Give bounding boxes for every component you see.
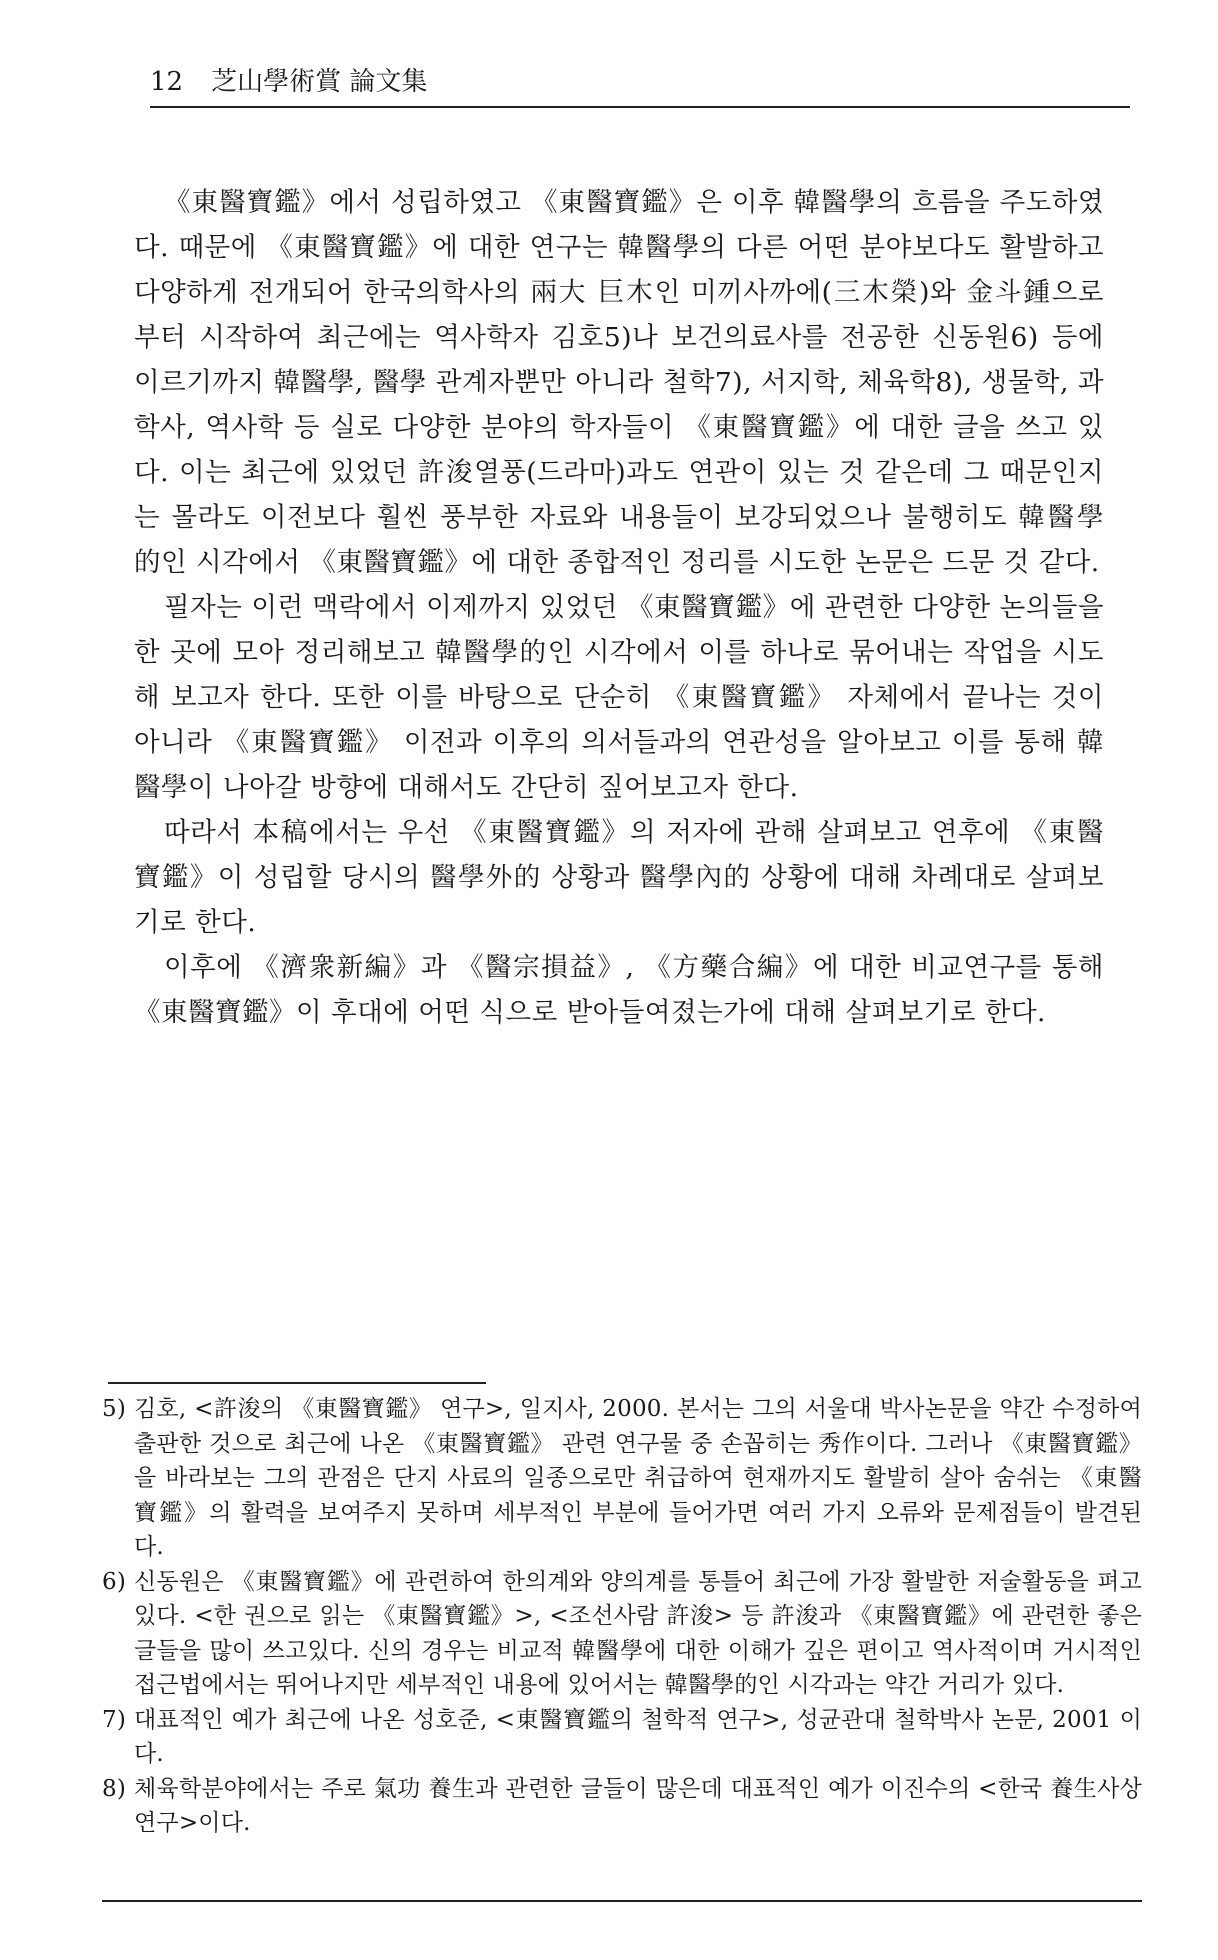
page-number: 12 — [150, 67, 184, 97]
footnote — [102, 1565, 1142, 1703]
footnotes — [102, 1392, 1142, 1841]
footnote-number: 7) — [102, 1706, 127, 1733]
body-text — [134, 180, 1104, 1035]
footnote-number: 8) — [102, 1775, 127, 1802]
paragraph: 《東醫寶鑑》에서 성립하였고 《東醫寶鑑》은 이후 韓醫學의 흐름을 주도하였다. 때문에 《東醫寶鑑》에 대한 연구는 韓醫學의 다른 어떤 분야보다도 활발하고 다양하게 전개되어 한국의학사의 兩大 巨木인 미끼사까에(三木榮)와 金斗鍾으로부터 시작하여 최근에는 역사학자 김호5)나 보건의료사를 전공한 신동원6) 등에 이르기까지 韓醫學, 醫學 관계자뿐만 아니라 철학7), 서지학, 체육학8), 생물학, 과학사, 역사학 등 실로 다양한 분야의 학자들이 《東醫寶鑑》에 대한 글을 쓰고 있다. 이는 최근에 있었던 許浚열풍(드라마)과도 연관이 있는 것 같은데 그 때문인지는 몰라도 이전보다 훨씬 풍부한 자료와 내용들이 보강되었으나 불행히도 韓醫學的인 시각에서 《東醫寶鑑》에 대한 종합적인 정리를 시도한 논문은 드문 것 같다. — [134, 187, 1104, 578]
running-header — [150, 64, 1130, 108]
footnote-text: 체육학분야에서는 주로 氣功 養生과 관련한 글들이 많은데 대표적인 예가 이진수의 <한국 養生사상 연구>이다. — [134, 1775, 1142, 1836]
paragraph: 필자는 이런 맥락에서 이제까지 있었던 《東醫寶鑑》에 관련한 다양한 논의들을 한 곳에 모아 정리해보고 韓醫學的인 시각에서 이를 하나로 묶어내는 작업을 시도해 보고자 한다. 또한 이를 바탕으로 단순히 《東醫寶鑑》 자체에서 끝나는 것이 아니라 《東醫寶鑑》 이전과 이후의 의서들과의 연관성을 알아보고 이를 통해 韓醫學이 나아갈 방향에 대해서도 간단히 짚어보고자 한다. — [134, 592, 1104, 803]
paragraph: 따라서 本稿에서는 우선 《東醫寶鑑》의 저자에 관해 살펴보고 연후에 《東醫寶鑑》이 성립할 당시의 醫學外的 상황과 醫學內的 상황에 대해 차례대로 살펴보기로 한다. — [134, 817, 1104, 938]
footnote-text: 대표적인 예가 최근에 나온 성호준, <東醫寶鑑의 철학적 연구>, 성균관대 철학박사 논문, 2001 이다. — [134, 1706, 1142, 1767]
footnote — [102, 1703, 1142, 1772]
footnote-separator — [108, 1382, 486, 1384]
footnote-number: 6) — [102, 1568, 127, 1595]
footnote-text: 김호, <許浚의 《東醫寶鑑》 연구>, 일지사, 2000. 본서는 그의 서울대 박사논문을 약간 수정하여 출판한 것으로 최근에 나온 《東醫寶鑑》 관련 연구물 중 손꼽히는 秀作이다. 그러나 《東醫寶鑑》을 바라보는 그의 관점은 단지 사료의 일종으로만 취급하여 현재까지도 활발히 살아 숨쉬는 《東醫寶鑑》의 활력을 보여주지 못하며 세부적인 부분에 들어가면 여러 가지 오류와 문제점들이 발견된다. — [134, 1396, 1142, 1560]
paragraph: 이후에 《濟衆新編》과 《醫宗損益》, 《方藥合編》에 대한 비교연구를 통해 《東醫寶鑑》이 후대에 어떤 식으로 받아들여졌는가에 대해 살펴보기로 한다. — [134, 952, 1104, 1028]
footnote — [102, 1772, 1142, 1841]
bottom-rule — [102, 1900, 1142, 1902]
footnote-text: 신동원은 《東醫寶鑑》에 관련하여 한의계와 양의계를 통틀어 최근에 가장 활발한 저술활동을 펴고 있다. <한 권으로 읽는 《東醫寶鑑》>, <조선사람 許浚> 등 許浚과 《東醫寶鑑》에 관련한 좋은 글들을 많이 쓰고있다. 신의 경우는 비교적 韓醫學에 대한 이해가 깊은 편이고 역사적이며 거시적인 접근법에서는 뛰어나지만 세부적인 내용에 있어서는 韓醫學的인 시각과는 약간 거리가 있다. — [134, 1568, 1142, 1698]
journal-title: 芝山學術賞 論文集 — [211, 67, 428, 97]
footnote — [102, 1392, 1142, 1565]
footnote-number: 5) — [102, 1396, 127, 1422]
